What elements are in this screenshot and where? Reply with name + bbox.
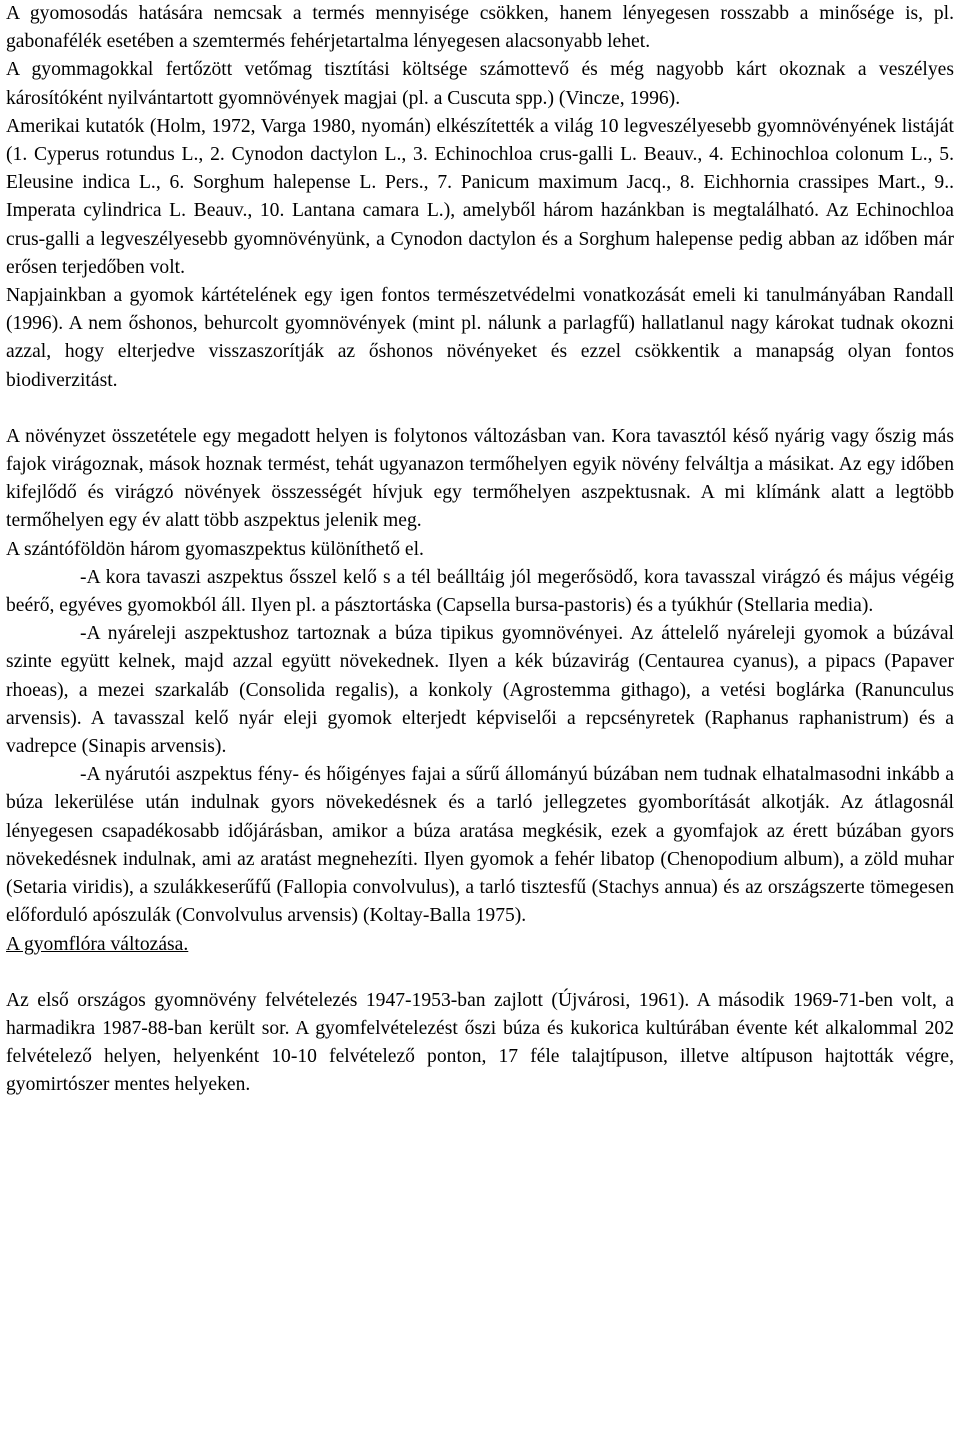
paragraph-aspects-intro: A növényzet összetétele egy megadott helyen is folytonos változásban van. Kora tavasztól késő nyárig vagy őszig más fajok virágoznak, mások hoznak termést, tehát ugyanazon termőhelyen egyik növény felváltja a másikat. Az egy időben kifejlődő és virágzó növények összességét hívjuk egy termőhelyen aszpektusnak. A mi klímánk alatt a legtöbb termőhelyen egy év alatt több aszpektus jelenik meg. [6, 425, 954, 532]
paragraph-weed-damage-quality: A gyomosodás hatására nemcsak a termés mennyisége csökken, hanem lényegesen rosszabb a minősége is, pl. gabonafélék esetében a szemtermés fehérjetartalma lényegesen alacsonyabb lehet. [6, 3, 954, 53]
paragraph-world-top-weeds: Amerikai kutatók (Holm, 1972, Varga 1980, nyomán) elkészítették a világ 10 legveszélyesebb gyomnövényének listáját (1. Cyperus rotundus L., 2. Cynodon dactylon L., 3. Echinochloa crus-galli L. Beauv., 4. Echinochloa colonum L., 5. Eleusine indica L., 6. Sorghum halepense L. Pers., 7. Panicum maximum Jacq., 8. Eichhornia crassipes Mart., 9.. Imperata cylindrica L. Beauv., 10. Lantana camara L.), amelyből három hazánkban is megtalálható. Az Echinochloa crus-galli a legveszélyesebb gyomnövényünk, a Cynodon dactylon és a Sorghum halepense pedig abban az időben már erősen terjedőben volt. [6, 115, 954, 278]
paragraph-nature-conservation: Napjainkban a gyomok kártételének egy igen fontos természetvédelmi vonatkozását emeli ki tanulmányában Randall (1996). A nem őshonos, behurcolt gyomnövények (mint pl. nálunk a parlagfű) hallatlanul nagy károkat tudnak okozni azzal, hogy elterjedve visszaszorítják az őshonos növényeket és ezzel csökkentik a manapság olyan fontos biodiverzitást. [6, 285, 954, 391]
paragraph-three-aspects: A szántóföldön három gyomaszpektus különíthető el. [6, 538, 424, 560]
paragraph-seed-cleaning-cost: A gyommagokkal fertőzött vetőmag tisztítási költsége számottevő és még nagyobb kárt okoznak a veszélyes károsítóként nyilvántartott gyomnövények magjai (pl. a Cuscuta spp.) (Vincze, 1996). [6, 59, 954, 109]
section-heading: A gyomflóra változása. [6, 933, 189, 955]
paragraph-early-spring-aspect: -A kora tavaszi aszpektus ősszel kelő s a tél beálltáig jól megerősödő, kora tavasszal virágzó és május végéig beérő, egyéves gyomokból áll. Ilyen pl. a pásztortáska (Capsella bursa-pastoris) és a tyúkhúr (Stellaria media). [6, 566, 954, 617]
paragraph-weed-surveys: Az első országos gyomnövény felvételezés 1947-1953-ban zajlott (Újvárosi, 1961). A második 1969-71-ben volt, a harmadikra 1987-88-ban került sor. A gyomfelvételezést őszi búza és kukorica kultúrában évente két alkalommal 202 felvételező helyen, helyenként 10-10 felvételező ponton, 17 féle talajtípuson, illetve altípuson hajtották végre, gyomirtószer mentes helyeken. [6, 989, 954, 1096]
paragraph-early-summer-aspect: -A nyáreleji aszpektushoz tartoznak a búza tipikus gyomnövényei. Az áttelelő nyáreleji gyomok a búzával szinte együtt kelnek, majd azzal együtt növekednek. Ilyen a kék búzavirág (Centaurea cyanus), a pipacs (Papaver rhoeas), a mezei szarkaláb (Consolida regalis), a konkoly (Agrostemma githago), a vetési boglárka (Ranunculus arvensis). A tavasszal kelő nyár eleji gyomok elterjedt képviselői a repcsényretek (Raphanus raphanistrum) és a vadrepce (Sinapis arvensis). [6, 623, 954, 758]
paragraph-late-summer-aspect: -A nyárutói aszpektus fény- és hőigényes fajai a sűrű állományú búzában nem tudnak elhatalmasodni inkább a búza lekerülése után indulnak gyors növekedésnek és a tarló jellegzetes gyomborítását alkotják. Az átlagosnál lényegesen csapadékosabb időjárásban, amikor a búza aratása megkésik, ezek a gyomfajok az érett búzában gyors növekedésnek indulnak, ami az aratást megnehezíti. Ilyen gyomok a fehér libatop (Chenopodium album), a zöld muhar (Setaria viridis), a szulákkeserűfű (Fallopia convolvulus), a tarló tisztesfű (Stachys annua) és az országszerte tömegesen előforduló apószulák (Convolvulus arvensis) (Koltay-Balla 1975). [6, 764, 954, 927]
document-page [6, 0, 954, 1100]
